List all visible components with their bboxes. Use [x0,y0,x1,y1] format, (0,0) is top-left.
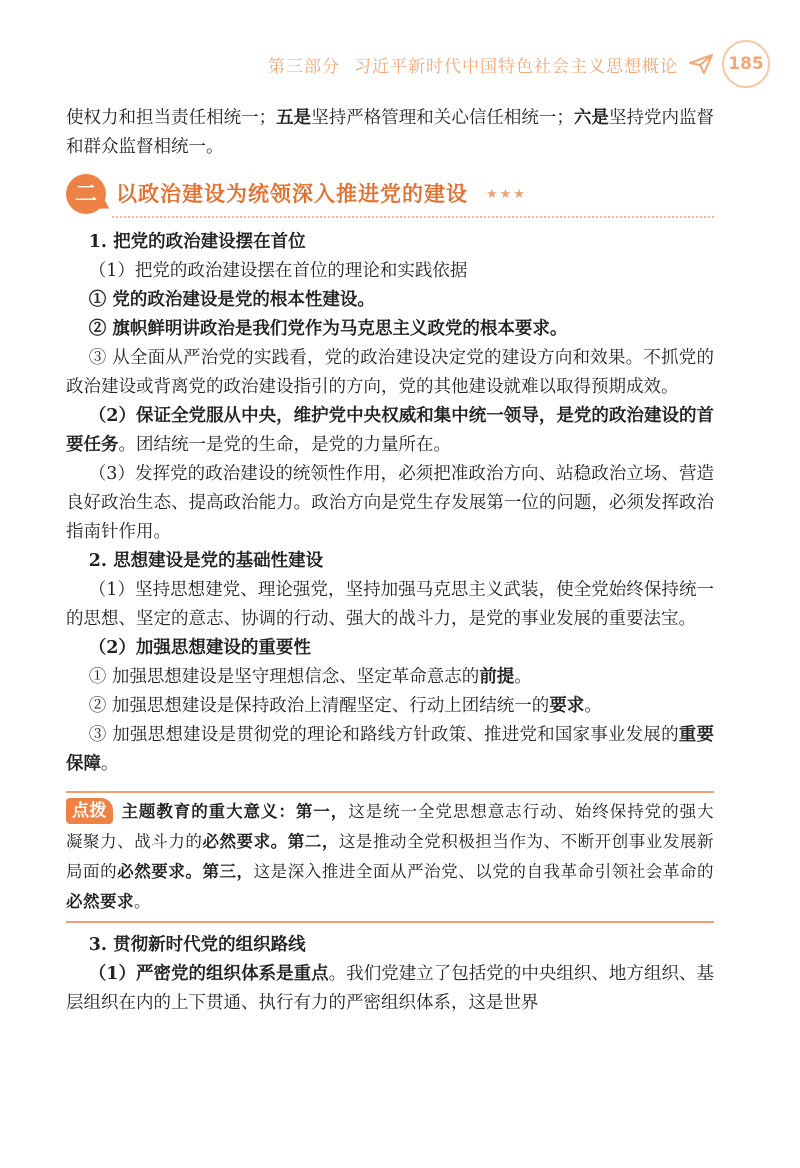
section-divider [112,216,714,218]
tip-box [66,791,714,923]
star-rating: ★★★ [486,186,527,202]
s1-point-2: （2）保证全党服从中央，维护党中央权威和集中统一领导，是党的政治建设的首要任务。团结统一是党的生命，是党的力量所在。 [66,406,714,455]
s1-point-1: （1）把党的政治建设摆在首位的理论和实践依据 [88,261,468,281]
intro-paragraph: 使权力和担当责任相统一；五是坚持严格管理和关心信任相统一；六是坚持党内监督和群众监督相统一。 [66,108,715,157]
s1-point-3: （3）发挥党的政治建设的统领性作用，必须把准政治方向、站稳政治立场、营造良好政治生态、提高政治能力。政治方向是党生存发展第一位的问题，必须发挥政治指南针作用。 [66,464,714,542]
s2-point-2: （2）加强思想建设的重要性 [88,638,311,658]
header-part: 第三部分 [268,56,340,77]
subheading-3: 3. 贯彻新时代党的组织路线 [88,935,306,955]
header-title: 习近平新时代中国特色社会主义思想概论 [354,56,678,77]
section-title: 以政治建设为统领深入推进党的建设 [116,181,468,206]
page-number: 185 [722,40,770,88]
subheading-1: 1. 把党的政治建设摆在首位 [88,232,306,252]
running-header [268,52,678,77]
s1-item-3: ③ 从全面从严治党的实践看，党的政治建设决定党的建设方向和效果。不抓党的政治建设或背离党的政治建设指引的方向，党的其他建设就难以取得预期成效。 [66,348,714,397]
section-number-badge: 二 [66,174,106,214]
s2-item-2: ② 加强思想建设是保持政治上清醒坚定、行动上团结统一的要求。 [88,696,602,716]
paper-plane-icon [688,53,714,75]
s1-item-1: ① 党的政治建设是党的根本性建设。 [88,290,375,310]
page-body [66,104,714,1018]
s1-item-2: ② 旗帜鲜明讲政治是我们党作为马克思主义政党的根本要求。 [88,319,568,339]
tip-text: 点拨 主题教育的重大意义：第一，这是统一全党思想意志行动、始终保持党的强大凝聚力、战斗力的必然要求。第二，这是推动全党积极担当作为、不断开创事业发展新局面的必然要求。第三，这是深入推进全面从严治党、以党的自我革命引领社会革命的必然要求。 [66,797,714,917]
tip-badge: 点拨 [66,798,113,824]
page-header [250,40,770,88]
subheading-2: 2. 思想建设是党的基础性建设 [88,551,324,571]
s2-item-1: ① 加强思想建设是坚守理想信念、坚定革命意志的前提。 [88,667,532,687]
s2-item-3: ③ 加强思想建设是贯彻党的理论和路线方针政策、推进党和国家事业发展的重要保障。 [66,725,715,774]
s3-point-1: （1）严密党的组织体系是重点。我们党建立了包括党的中央组织、地方组织、基层组织在内的上下贯通、执行有力的严密组织体系，这是世界 [66,964,714,1013]
s2-point-1: （1）坚持思想建党、理论强党，坚持加强马克思主义武装，使全党始终保持统一的思想、坚定的意志、协调的行动、强大的战斗力，是党的事业发展的重要法宝。 [66,580,714,629]
section-heading [66,172,714,216]
